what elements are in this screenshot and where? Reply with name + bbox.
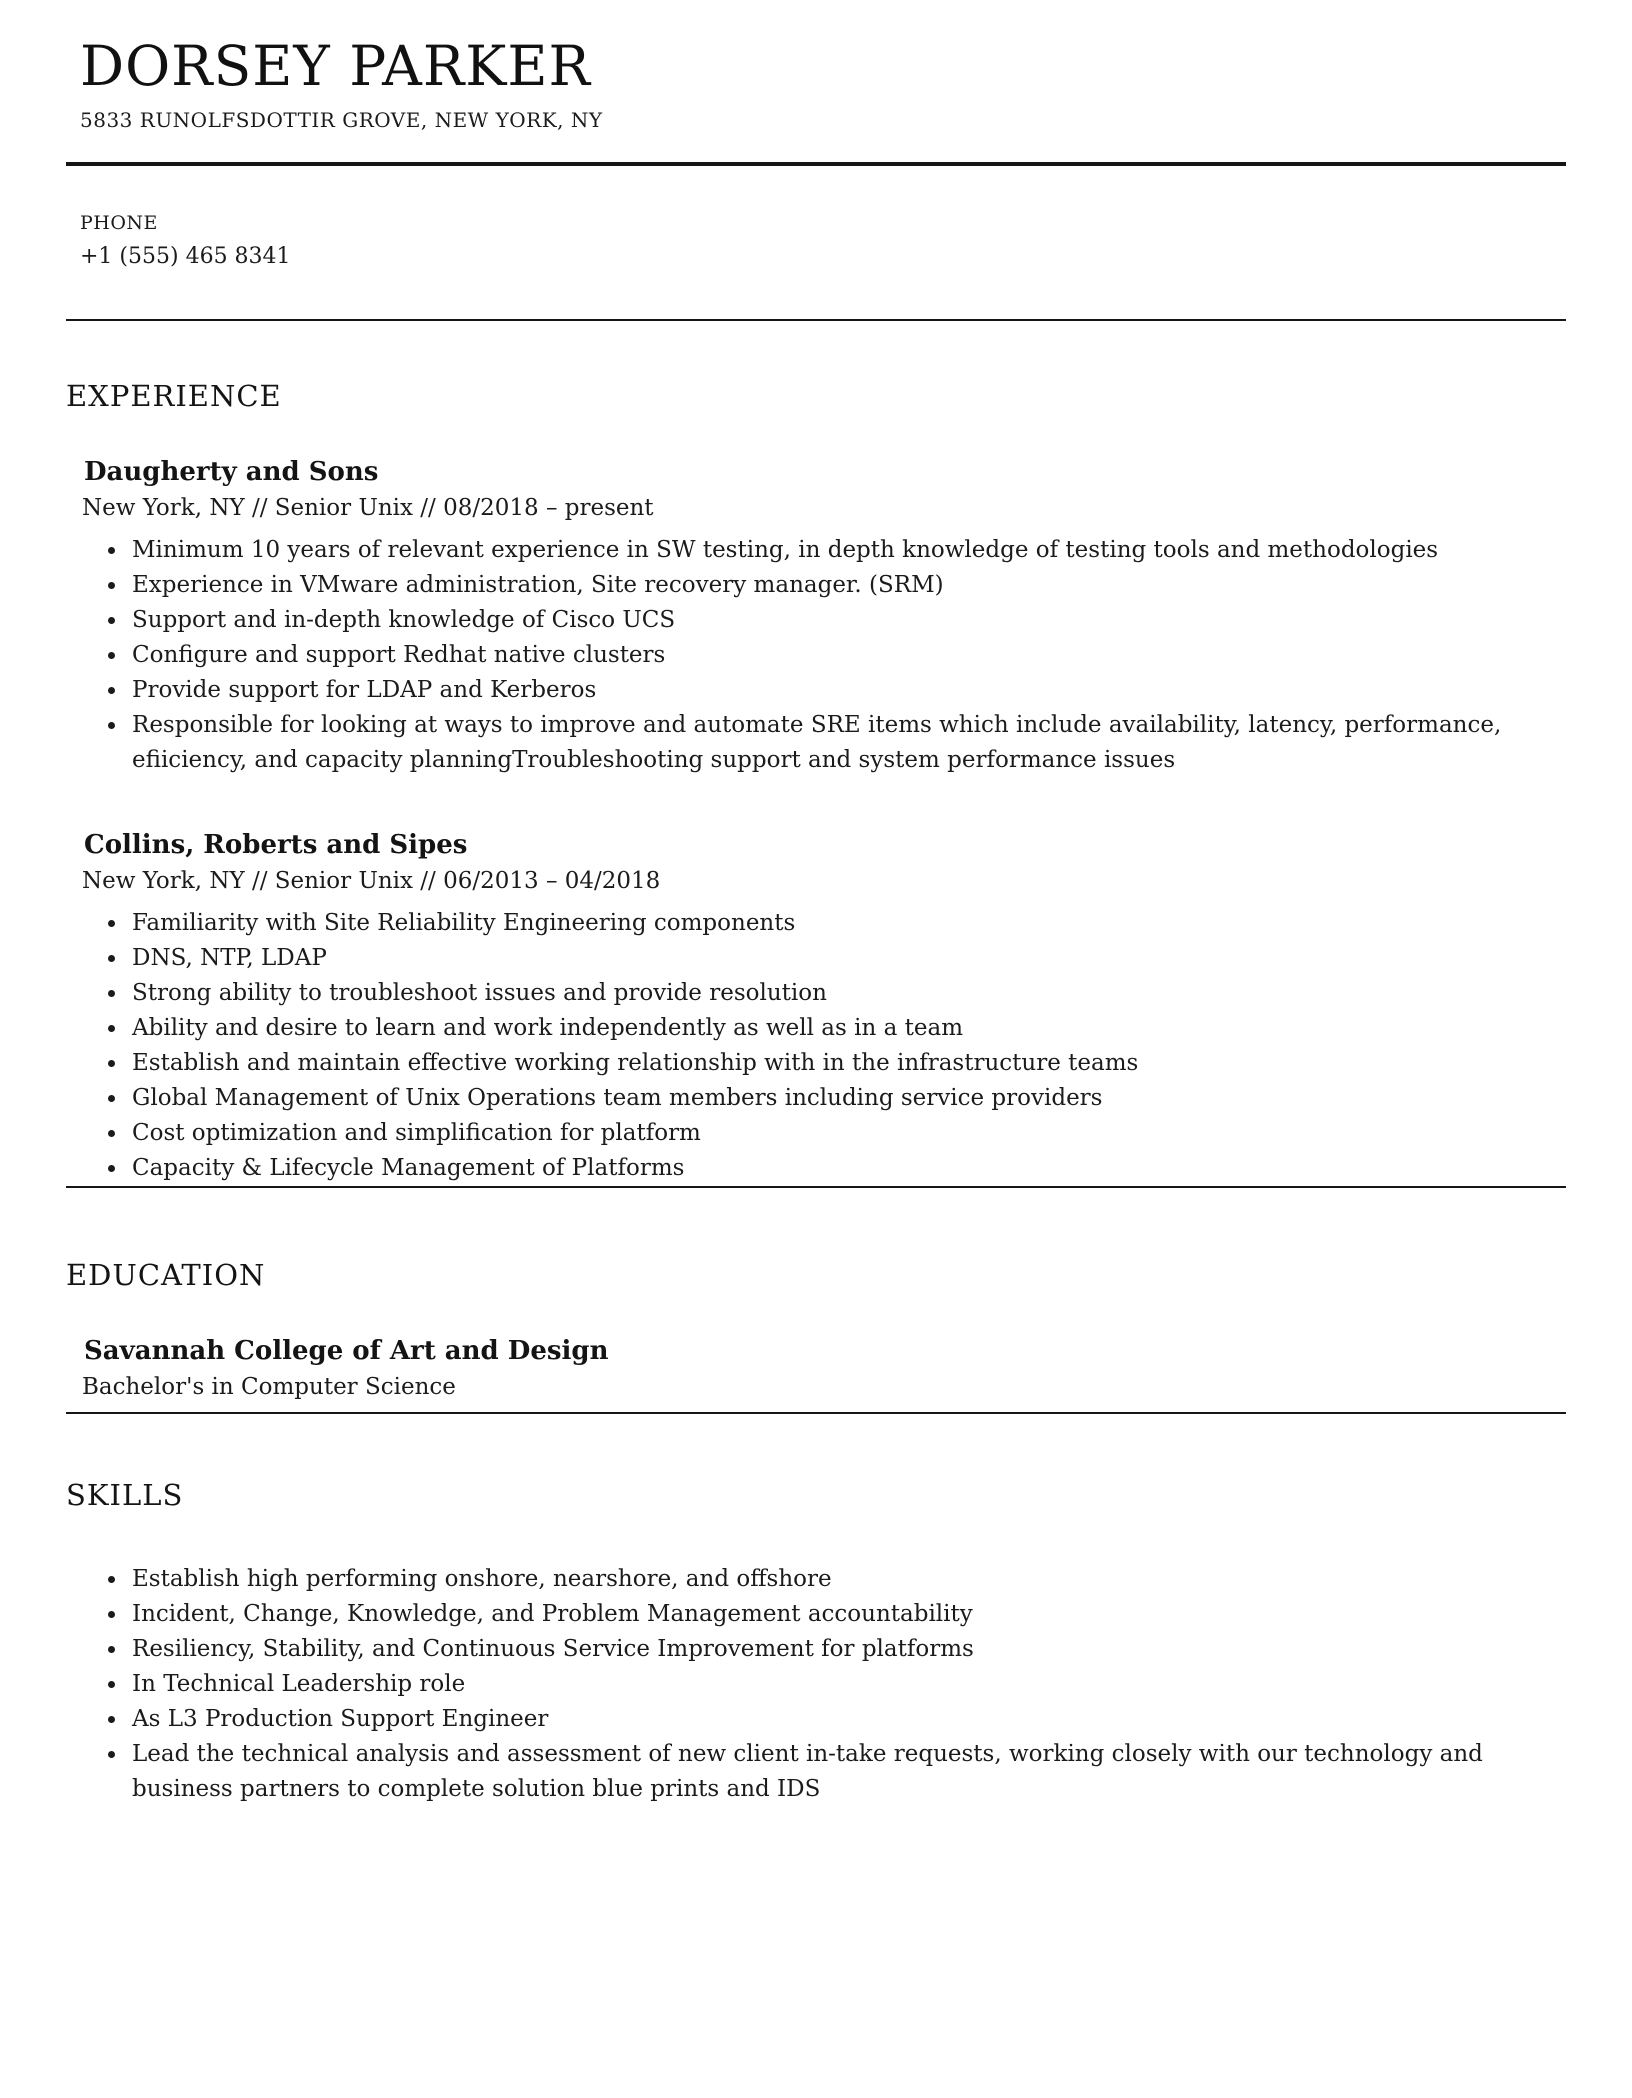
job-bullet: • Strong ability to troubleshoot issues and provide resolution [128, 976, 1548, 1011]
job-bullet: • Provide support for LDAP and Kerberos [128, 673, 1548, 708]
job-meta: New York, NY // Senior Unix // 06/2013 – 04/2018 [82, 868, 661, 894]
resume-header [66, 34, 1566, 132]
skill-bullet: • Lead the technical analysis and assessment of new client in-take requests, working closely with our technology and business partners to complete solution blue prints and IDS [128, 1737, 1548, 1807]
school-name: Savannah College of Art and Design [84, 1336, 609, 1366]
person-address: 5833 RUNOLFSDOTTIR GROVE, NEW YORK, NY [80, 108, 603, 132]
degree: Bachelor's in Computer Science [82, 1374, 456, 1400]
skill-bullet: • Establish high performing onshore, nearshore, and offshore [128, 1562, 1548, 1597]
skill-bullet: • Resiliency, Stability, and Continuous Service Improvement for platforms [128, 1632, 1548, 1667]
job-bullet: • Global Management of Unix Operations team members including service providers [128, 1081, 1548, 1116]
skill-bullet: • As L3 Production Support Engineer [128, 1702, 1548, 1737]
skills-bullet-list [66, 1562, 1566, 1807]
phone-value: +1 (555) 465 8341 [80, 244, 291, 269]
job-bullet: • Experience in VMware administration, Site recovery manager. (SRM) [128, 568, 1548, 603]
job-bullet: • Responsible for looking at ways to improve and automate SRE items which include availability, latency, performance, efiiciency, and capacity planningTroubleshooting support and system performance issues [128, 708, 1548, 778]
skills-section [66, 1478, 1566, 1807]
person-name: DORSEY PARKER [80, 34, 591, 98]
job-entry-collins [66, 830, 1566, 1186]
company-name: Collins, Roberts and Sipes [84, 830, 468, 860]
job-bullet: • Capacity & Lifecycle Management of Platforms [128, 1151, 1548, 1186]
section-title-education: EDUCATION [66, 1258, 266, 1292]
experience-section [66, 379, 1566, 1186]
contact-divider [66, 319, 1566, 321]
job-bullet: • Ability and desire to learn and work independently as well as in a team [128, 1011, 1548, 1046]
skill-bullet: • Incident, Change, Knowledge, and Problem Management accountability [128, 1597, 1548, 1632]
job-bullet-list [66, 906, 1566, 1186]
phone-label: PHONE [80, 212, 158, 234]
contact-block [80, 212, 1566, 269]
job-entry-daugherty [66, 457, 1566, 778]
experience-divider [66, 1186, 1566, 1188]
skill-bullet: • In Technical Leadership role [128, 1667, 1548, 1702]
job-meta: New York, NY // Senior Unix // 08/2018 – present [82, 495, 654, 521]
job-bullet: • Establish and maintain effective working relationship with in the infrastructure teams [128, 1046, 1548, 1081]
header-divider [66, 162, 1566, 166]
job-bullet: • Support and in-depth knowledge of Cisco UCS [128, 603, 1548, 638]
company-name: Daugherty and Sons [84, 457, 379, 487]
education-divider [66, 1412, 1566, 1414]
job-bullet: • Minimum 10 years of relevant experience in SW testing, in depth knowledge of testing tools and methodologies [128, 533, 1548, 568]
job-bullet: • Configure and support Redhat native clusters [128, 638, 1548, 673]
job-bullet: • DNS, NTP, LDAP [128, 941, 1548, 976]
section-title-experience: EXPERIENCE [66, 379, 282, 413]
job-bullet: • Familiarity with Site Reliability Engineering components [128, 906, 1548, 941]
job-bullet: • Cost optimization and simplification for platform [128, 1116, 1548, 1151]
job-bullet-list [66, 533, 1566, 778]
education-section [66, 1258, 1566, 1400]
section-title-skills: SKILLS [66, 1478, 184, 1512]
